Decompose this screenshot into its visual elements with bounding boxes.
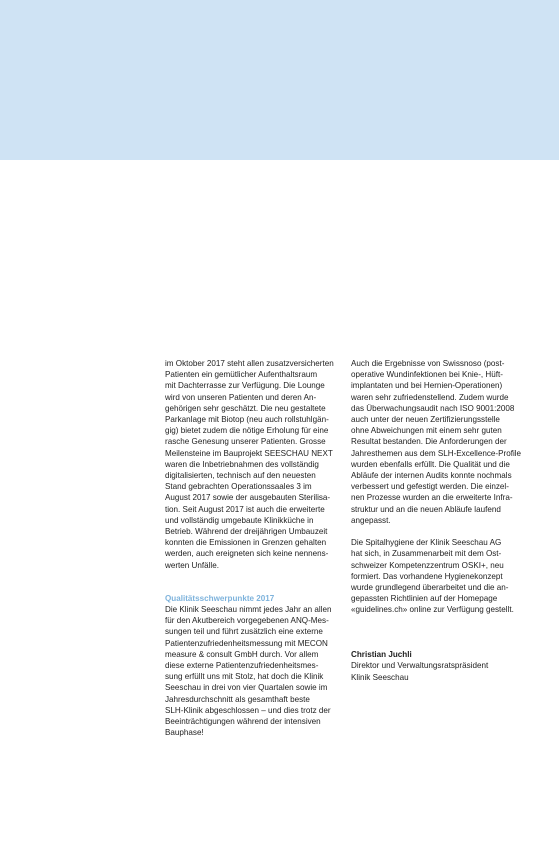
left-paragraph-2 — [165, 604, 343, 738]
text-line: struktur und an die neuen Abläufe laufend — [351, 504, 501, 514]
paragraph-spacer — [351, 616, 529, 638]
text-line: gig) bietet zudem die nötige Erholung für eine — [165, 426, 329, 436]
text-line: sungen teil und führt zusätzlich eine externe — [165, 627, 323, 637]
text-line: und vollständig umgebaute Klinikküche in — [165, 515, 314, 525]
text-line: operative Wundinfektionen bei Knie-, Hüft- — [351, 370, 503, 380]
left-text-column — [165, 358, 343, 739]
text-line: waren die Inbetriebnahmen des vollständig — [165, 459, 319, 469]
text-line: Patientenzufriedenheitsmessung mit MECON — [165, 638, 328, 648]
signature-role: Direktor und Verwaltungsratspräsident — [351, 661, 489, 671]
text-line: werten Unfälle. — [165, 560, 219, 570]
text-line: verbessert und gefestigt werden. Die einzel- — [351, 482, 509, 492]
section-heading: Qualitätsschwerpunkte 2017 — [165, 593, 275, 603]
text-line: werden, auch ereigneten sich keine nennens- — [165, 549, 329, 559]
text-line: ohne Abweichungen mit einem sehr guten — [351, 426, 502, 436]
text-line: rasche Genesung unserer Patienten. Grosse — [165, 437, 326, 447]
signature-organization: Klinik Seeschau — [351, 672, 409, 682]
text-line: mit Dachterrasse zur Verfügung. Die Lounge — [165, 381, 325, 391]
right-paragraph-2 — [351, 537, 529, 615]
signature-block — [351, 649, 529, 683]
paragraph-spacer — [351, 526, 529, 537]
text-line: formiert. Das vorhandene Hygienekonzept — [351, 571, 503, 581]
text-line: hat sich, in Zusammenarbeit mit dem Ost- — [351, 549, 502, 559]
text-line: Betrieb. Während der dreijährigen Umbauzeit — [165, 527, 328, 537]
text-line: Jahresdurchschnitt als gesamthaft beste — [165, 694, 310, 704]
text-line: implantaten und bei Hernien-Operationen) — [351, 381, 503, 391]
left-paragraph-1 — [165, 358, 343, 571]
text-line: auch unter der neuen Zertifizierungsstelle — [351, 415, 500, 425]
text-line: nen Prozesse wurden an die erweiterte Infra- — [351, 493, 513, 503]
text-line: Auch die Ergebnisse von Swissnoso (post- — [351, 359, 505, 368]
text-line: «guidelines.ch» online zur Verfügung gestellt. — [351, 605, 514, 615]
text-line: Die Klinik Seeschau nimmt jedes Jahr an allen — [165, 605, 332, 615]
text-line: August 2017 sowie der ausgebauten Sterilisa- — [165, 493, 331, 503]
text-line: diese externe Patientenzufriedenheitsmes- — [165, 661, 319, 671]
text-line: tion. Seit August 2017 ist auch die erweiterte — [165, 504, 325, 514]
text-line: waren sehr zufriedenstellend. Zudem wurde — [351, 392, 509, 402]
text-line: Bauphase! — [165, 728, 204, 738]
right-text-column — [351, 358, 529, 683]
text-line: Meilensteine im Bauprojekt SEESCHAU NEXT — [165, 448, 333, 458]
header-color-band — [0, 0, 559, 160]
text-line: im Oktober 2017 steht allen zusatzversicherten — [165, 359, 334, 368]
text-line: für den Akutbereich vorgegebenen ANQ-Mes- — [165, 616, 329, 626]
text-line: schweizer Kompetenzzentrum OSKI+, neu — [351, 560, 504, 570]
text-line: wurden ebenfalls erfüllt. Die Qualität und die — [351, 459, 510, 469]
text-line: Jahresthemen aus dem SLH-Excellence-Profile — [351, 448, 522, 458]
text-line: Abläufe der internen Audits konnte nochmals — [351, 471, 512, 481]
text-line: wird von unseren Patienten und deren An- — [165, 392, 317, 402]
text-line: Beeinträchtigungen während der intensiven — [165, 717, 321, 727]
text-line: SLH-Klinik abgeschlossen – und dies trotz der — [165, 705, 331, 715]
text-line: Seeschau in drei von vier Quartalen sowie im — [165, 683, 328, 693]
text-line: digitalisierten, technisch auf den neuesten — [165, 471, 316, 481]
text-line: measure & consult GmbH durch. Vor allem — [165, 649, 319, 659]
text-line: Die Spitalhygiene der Klinik Seeschau AG — [351, 538, 502, 548]
text-line: das Überwachungsaudit nach ISO 9001:2008 — [351, 403, 515, 413]
text-line: wurde grundlegend überarbeitet und die an- — [351, 583, 509, 593]
text-line: Parkanlage mit Biotop (neu auch rollstuhlgän- — [165, 415, 329, 425]
text-line: sung erfüllt uns mit Stolz, hat doch die Klinik — [165, 672, 324, 682]
text-line: konnten die Emissionen in Grenzen gehalten — [165, 538, 327, 548]
text-line: angepasst. — [351, 515, 391, 525]
paragraph-spacer — [351, 638, 529, 649]
signature-name: Christian Juchli — [351, 650, 412, 660]
text-line: Stand gebrachten Operationssaales 3 im — [165, 482, 312, 492]
text-line: Resultat bestanden. Die Anforderungen der — [351, 437, 507, 447]
text-line: gepassten Richtlinien auf der Homepage — [351, 594, 498, 604]
text-line: Patienten ein gemütlicher Aufenthaltsraum — [165, 370, 318, 380]
text-line: gehörigen sehr geschätzt. Die neu gestaltete — [165, 403, 326, 413]
right-paragraph-1 — [351, 358, 529, 526]
